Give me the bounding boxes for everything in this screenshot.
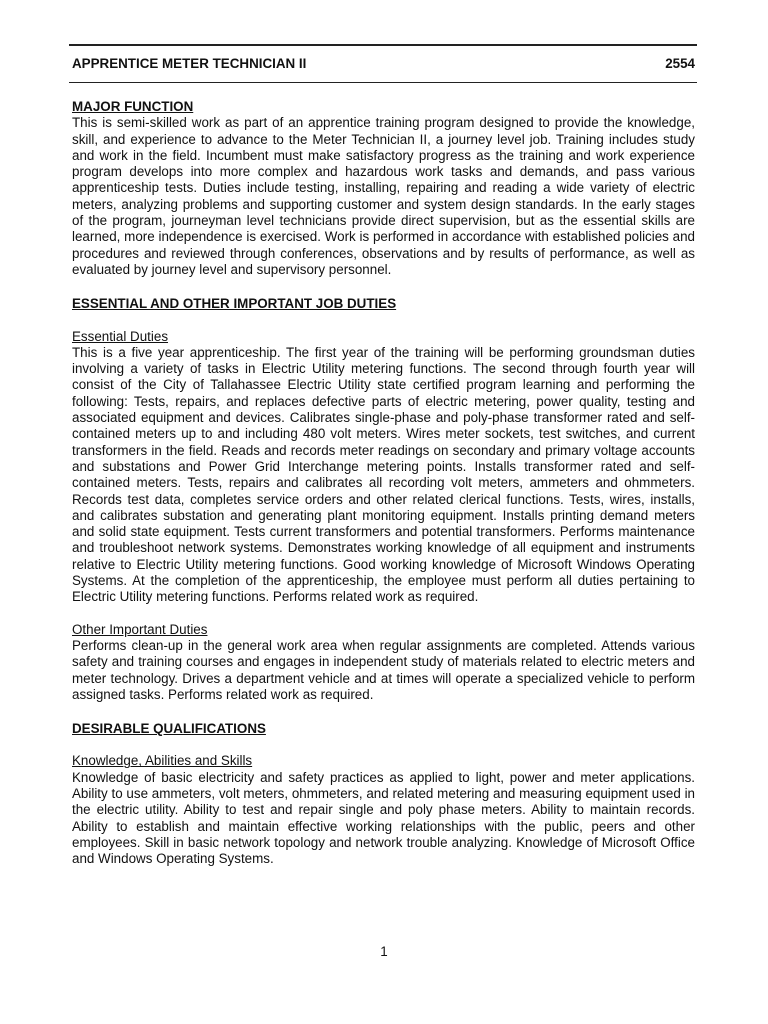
job-duties-heading: ESSENTIAL AND OTHER IMPORTANT JOB DUTIES bbox=[72, 296, 397, 312]
essential-duties-subheading: Essential Duties bbox=[72, 328, 169, 344]
job-code: 2554 bbox=[665, 56, 695, 71]
document-page bbox=[72, 44, 695, 867]
other-duties-subheading: Other Important Duties bbox=[72, 621, 208, 637]
kas-text: Knowledge of basic electricity and safety practices as applied to light, power and meter applications. Ability to use ammeters, volt meters, ohmmeters, and related metering and measuring equipment used in the electric utility. Ability to test and repair single and poly phase meters. Ability to maintain records. Ability to establish and maintain effective working relationships with the public, peers and other employees. Skill in basic network topology and network trouble analyzing. Knowledge of Microsoft Office and Windows Operating Systems. bbox=[72, 769, 695, 867]
document-title: APPRENTICE METER TECHNICIAN II bbox=[72, 56, 307, 71]
other-duties-text: Performs clean-up in the general work area when regular assignments are completed. Attends various safety and training courses and engages in independent study of materials related to electric meters and meter technology. Drives a department vehicle and at times will operate a specialized vehicle to perform assigned tasks. Performs related work as required. bbox=[72, 637, 695, 702]
job-duties-section bbox=[72, 296, 695, 703]
essential-duties-text: This is a five year apprenticeship. The first year of the training will be performing groundsman duties involving a variety of tasks in Electric Utility metering functions. The second through fourth year will consist of the City of Tallahassee Electric Utility state certified program learning and performing the following: Tests, repairs, and replaces defective parts of electric metering, power quality, testing and associated equipment and devices. Calibrates single-phase and poly-phase transformer rated and self-contained meters up to and including 480 volt meters. Wires meter sockets, test switches, and current transformers in the field. Reads and records meter readings on secondary and primary voltage accounts and substations and Power Grid Interchange metering points. Installs transformer rated and self-contained meters. Tests, repairs and calibrates all recording volt meters, ammeters and ohmmeters. Records test data, completes service orders and other related clerical functions. Tests, wires, installs, and calibrates substation and generating plant monitoring equipment. Installs printing demand meters and solid state equipment. Tests current transformers and potential transformers. Performs maintenance and troubleshoot network systems. Demonstrates working knowledge of all equipment and instruments relative to Electric Utility metering functions. Good working knowledge of Microsoft Windows Operating Systems. At the completion of the apprenticeship, the employee must perform all duties pertaining to Electric Utility metering functions. Performs related work as required. bbox=[72, 344, 695, 605]
qualifications-section bbox=[72, 721, 695, 867]
page-number: 1 bbox=[380, 944, 388, 959]
major-function-text: This is semi-skilled work as part of an apprentice training program designed to provide the knowledge, skill, and experience to advance to the Meter Technician II, a journey level job. Training includes study and work in the field. Incumbent must make satisfactory progress as the training and work experience program develops into more complex and hazardous work tasks and demands, and pass various apprenticeship tests. Duties include testing, installing, repairing and reading a wide variety of electric meters, analyzing problems and supporting customer and system design standards. In the early stages of the program, journeyman level technicians provide direct supervision, but as the essential skills are learned, more independence is exercised. Work is performed in accordance with established policies and procedures and reviewed through conferences, observations and by results of performance, as well as evaluated by journey level and supervisory personnel. bbox=[72, 115, 695, 277]
kas-subheading: Knowledge, Abilities and Skills bbox=[72, 753, 253, 769]
major-function-heading: MAJOR FUNCTION bbox=[72, 99, 194, 114]
major-function-section bbox=[72, 99, 695, 278]
qualifications-heading: DESIRABLE QUALIFICATIONS bbox=[72, 721, 266, 737]
document-header bbox=[72, 46, 695, 78]
